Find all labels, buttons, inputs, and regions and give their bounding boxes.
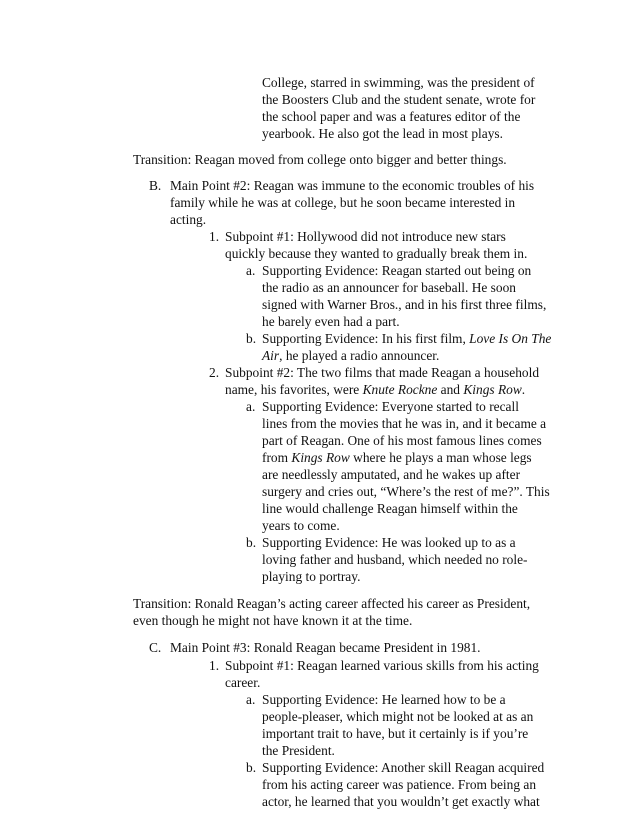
evidence-line: Supporting Evidence: He learned how to be a [262, 692, 506, 707]
main-point-line: Main Point #3: Ronald Reagan became President in 1981. [170, 640, 481, 655]
main-point-line: acting. [170, 212, 207, 227]
evidence-line: playing to portray. [262, 569, 361, 584]
evidence-line: Supporting Evidence: Everyone started to recall [262, 399, 519, 414]
main-point-line: family while he was at college, but he soon became interested in [170, 195, 516, 210]
evidence-line: Supporting Evidence: Another skill Reagan acquired [262, 760, 545, 775]
transition-text: Transition: Ronald Reagan’s acting career affected his career as President, [133, 596, 531, 611]
evidence-marker: b. [246, 331, 257, 346]
evidence-line [262, 449, 532, 466]
main-point-marker: C. [149, 640, 162, 655]
evidence-line: surgery and cries out, “Where’s the rest of me?”. This [262, 484, 550, 499]
paragraph-line: the school paper and was a features editor of the [262, 109, 521, 124]
evidence-text: , he played a radio announcer. [279, 348, 440, 363]
evidence-marker: a. [246, 399, 256, 414]
evidence-marker: b. [246, 760, 257, 775]
transition-text: Transition: Reagan moved from college onto bigger and better things. [133, 152, 507, 167]
evidence-line: line would challenge Reagan himself within the [262, 501, 518, 516]
evidence-line: from his acting career was patience. From being an [262, 777, 537, 792]
evidence-line [262, 330, 551, 347]
subpoint-text: . [521, 382, 526, 397]
subpoint-text: name, his favorites, were [225, 382, 363, 397]
evidence-line [262, 347, 439, 364]
paragraph-line: the Boosters Club and the student senate, wrote for [262, 92, 536, 107]
subpoint-marker: 1. [209, 658, 220, 673]
evidence-line: the radio as an announcer for baseball. He soon [262, 280, 516, 295]
main-point-line: Main Point #2: Reagan was immune to the economic troubles of his [170, 178, 535, 193]
transition-text: even though he might not have known it at the time. [133, 613, 413, 628]
subpoint-line [225, 381, 525, 398]
evidence-line: Supporting Evidence: Reagan started out being on [262, 263, 532, 278]
evidence-line: signed with Warner Bros., and in his first three films, [262, 297, 547, 312]
film-title: Kings Row [291, 450, 350, 465]
main-point-marker: B. [149, 178, 162, 193]
evidence-text: from [262, 450, 292, 465]
evidence-line: years to come. [262, 518, 340, 533]
subpoint-marker: 2. [209, 365, 220, 380]
film-title: Air [262, 348, 280, 363]
evidence-line: lines from the movies that he was in, and it became a [262, 416, 547, 431]
subpoint-line: career. [225, 675, 261, 690]
film-title: Love Is On The [469, 331, 552, 346]
evidence-text: Supporting Evidence: In his first film, [262, 331, 470, 346]
subpoint-line: quickly because they wanted to gradually break them in. [225, 246, 528, 261]
evidence-text: where he plays a man whose legs [349, 450, 532, 465]
evidence-line: are needlessly amputated, and he wakes up after [262, 467, 521, 482]
paragraph-line: College, starred in swimming, was the president of [262, 75, 535, 90]
film-title: Knute Rockne [362, 382, 438, 397]
evidence-marker: b. [246, 535, 257, 550]
subpoint-line: Subpoint #1: Hollywood did not introduce new stars [225, 229, 506, 244]
evidence-line: actor, he learned that you wouldn’t get exactly what [262, 794, 540, 809]
evidence-line: part of Reagan. One of his most famous lines comes [262, 433, 542, 448]
evidence-line: the President. [262, 743, 335, 758]
evidence-line: he barely even had a part. [262, 314, 400, 329]
evidence-line: Supporting Evidence: He was looked up to as a [262, 535, 516, 550]
evidence-line: loving father and husband, which needed no role- [262, 552, 528, 567]
paragraph-line: yearbook. He also got the lead in most plays. [262, 126, 503, 141]
subpoint-marker: 1. [209, 229, 220, 244]
evidence-line: important trait to have, but it certainly is if you’re [262, 726, 529, 741]
subpoint-line: Subpoint #2: The two films that made Reagan a household [225, 365, 540, 380]
evidence-marker: a. [246, 692, 256, 707]
evidence-marker: a. [246, 263, 256, 278]
film-title: Kings Row [463, 382, 522, 397]
subpoint-text: and [437, 382, 464, 397]
subpoint-line: Subpoint #1: Reagan learned various skills from his acting [225, 658, 539, 673]
evidence-line: people-pleaser, which might not be looked at as an [262, 709, 534, 724]
